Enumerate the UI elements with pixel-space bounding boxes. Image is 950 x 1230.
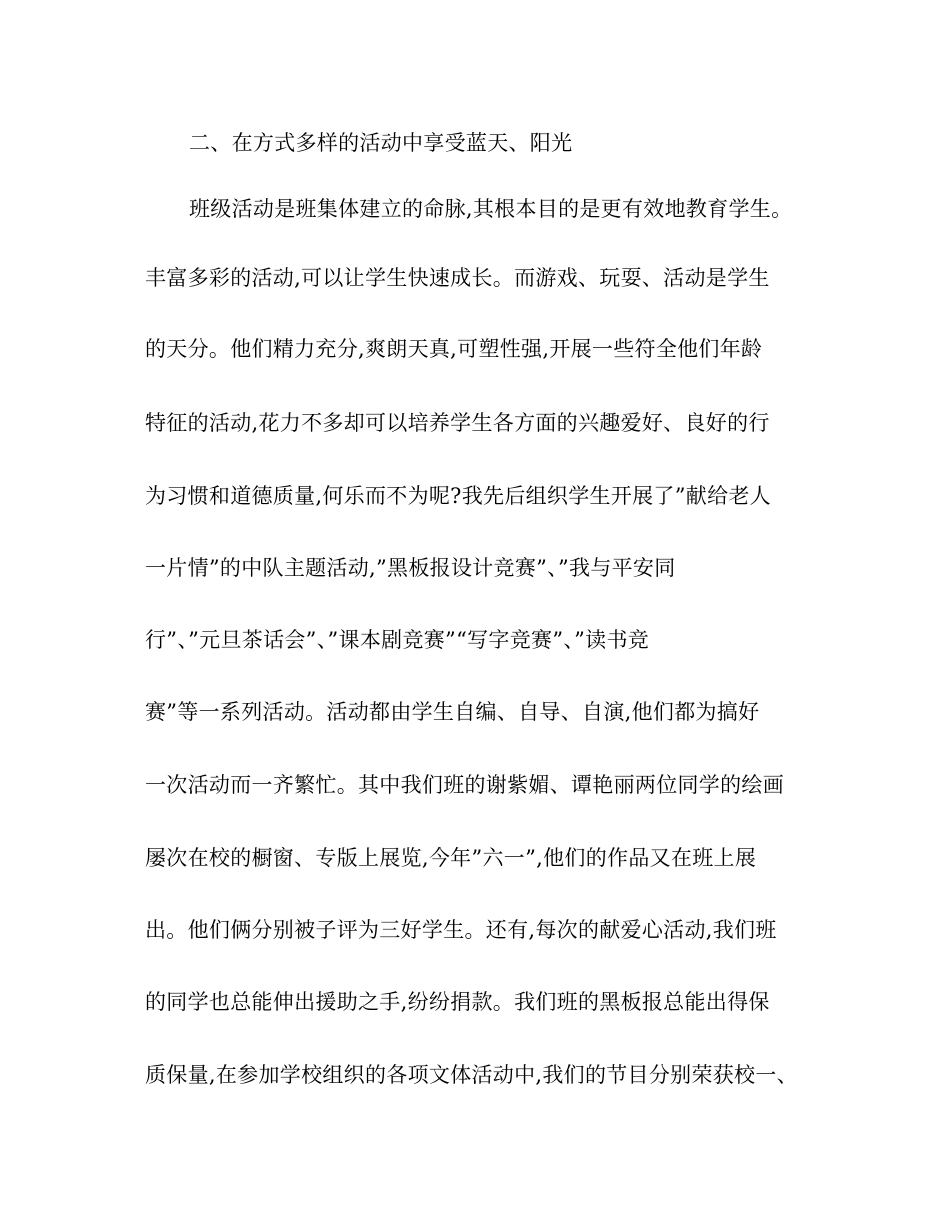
paragraph-line: 屡次在校的橱窗、专版上展览,今年”六一”,他们的作品又在班上展 [145,846,757,870]
paragraph-line: 特征的活动,花力不多却可以培养学生各方面的兴趣爱好、良好的行 [145,411,770,435]
paragraph-line: 一片情”的中队主题活动,”黑板报设计竞赛”、”我与平安同 [145,556,676,580]
paragraph-line: 的同学也总能伸出援助之手,纷纷捐款。我们班的黑板报总能出得保 [145,990,770,1014]
section-heading: 二、在方式多样的活动中享受蓝天、阳光 [189,131,573,155]
paragraph-line: 质保量,在参加学校组织的各项文体活动中,我们的节目分别荣获校一、 [145,1063,798,1087]
paragraph-line: 的天分。他们精力充分,爽朗天真,可塑性强,开展一些符全他们年龄 [145,337,763,361]
paragraph-line: 丰富多彩的活动,可以让学生快速成长。而游戏、玩耍、活动是学生 [145,266,770,290]
paragraph-line: 班级活动是班集体建立的命脉,其根本目的是更有效地教育学生。 [189,197,793,221]
paragraph-line: 一次活动而一齐繁忙。其中我们班的谢紫媚、谭艳丽两位同学的绘画 [145,773,784,797]
paragraph-line: 为习惯和道德质量,何乐而不为呢?我先后组织学生开展了”献给老人 [145,484,771,508]
paragraph-line: 赛”等一系列活动。活动都由学生自编、自导、自演,他们都为搞好 [145,700,760,724]
paragraph-line: 出。他们俩分别被子评为三好学生。还有,每次的献爱心活动,我们班 [145,918,777,942]
paragraph-line: 行”、”元旦茶话会”、”课本剧竞赛”“写字竞赛”、”读书竞 [145,628,650,652]
